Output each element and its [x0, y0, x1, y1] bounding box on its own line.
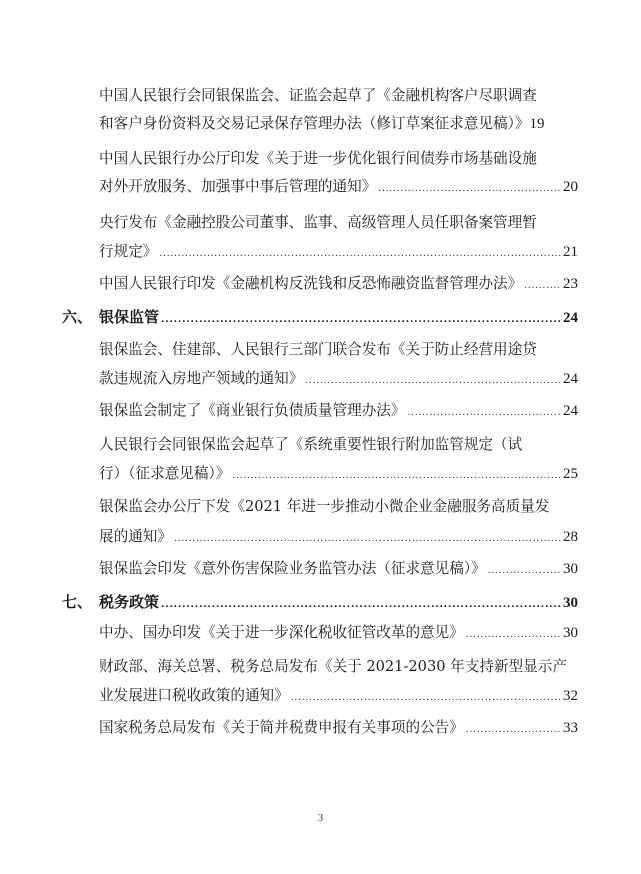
toc-entry-text: 展的通知》 — [99, 528, 172, 545]
toc-dot-leader — [488, 560, 561, 582]
section-number: 七、 — [62, 593, 93, 611]
toc-entry-text: 银保监会办公厅下发《2021 年进一步推动小微企业金融服务高质量发 — [99, 498, 550, 515]
toc-page-number: 19 — [529, 116, 545, 132]
toc-dot-leader — [161, 594, 561, 616]
section-title: 银保监管 — [99, 308, 160, 326]
toc-entry-text: 银保监会制定了《商业银行负债质量管理办法》 — [99, 402, 406, 419]
toc-entry-text: 中国人民银行印发《金融机构反洗钱和反恐怖融资监督管理办法》 — [99, 275, 523, 292]
toc-section-banking-insurance[interactable] — [62, 306, 578, 331]
toc-page-number: 32 — [563, 688, 578, 704]
toc-entry-text: 中国人民银行办公厅印发《关于进一步优化银行间债券市场基础设施 — [99, 150, 537, 167]
toc-page-number: 30 — [563, 595, 578, 611]
toc-entry-text: 国家税务总局发布《关于简并税费申报有关事项的公告》 — [99, 719, 464, 736]
toc-page-number: 21 — [563, 244, 578, 260]
toc-entry-text: 行）（征求意见稿）》 — [99, 465, 231, 482]
toc-entry-tax-collection-reform[interactable] — [99, 622, 578, 646]
toc-page-number: 24 — [563, 310, 578, 326]
toc-page-number: 33 — [563, 720, 578, 736]
toc-page-number: 28 — [563, 529, 578, 545]
toc-dot-leader — [232, 465, 561, 487]
toc-dot-leader — [407, 402, 561, 424]
toc-entry-text: 银保监会印发《意外伤害保险业务监管办法（征求意见稿）》 — [99, 560, 486, 577]
toc-entry-text: 款违规流入房地产领域的通知》 — [99, 370, 304, 387]
toc-entry-text: 行规定》 — [99, 243, 158, 260]
toc-page-number: 23 — [563, 276, 578, 292]
toc-section-tax-policy[interactable] — [62, 591, 578, 616]
page-number: 3 — [318, 813, 323, 824]
toc-entry-text: 人民银行会同银保监会起草了《系统重要性银行附加监管规定（试 — [99, 436, 523, 453]
toc-dot-leader — [378, 178, 561, 200]
toc-dot-leader — [466, 624, 561, 646]
toc-dot-leader — [305, 370, 561, 392]
toc-page-number: 20 — [563, 179, 578, 195]
toc-entry-text: 业发展进口税收政策的通知》 — [99, 687, 289, 704]
section-number: 六、 — [62, 308, 93, 326]
toc-dot-leader — [161, 309, 561, 331]
toc-dot-leader — [466, 719, 561, 741]
toc-entry-text: 和客户身份资料及交易记录保存管理办法（修订草案征求意见稿）》 — [99, 115, 530, 132]
toc-dot-leader — [524, 275, 561, 297]
toc-page-number: 30 — [563, 625, 578, 641]
toc-entry-text: 中国人民银行会同银保监会、证监会起草了《金融机构客户尽职调查 — [99, 87, 537, 104]
toc-dot-leader — [291, 687, 561, 709]
toc-entry-accident-insurance[interactable] — [99, 558, 578, 582]
toc-page-number: 24 — [563, 403, 578, 419]
toc-page-number: 25 — [563, 466, 578, 482]
toc-entry-tax-declaration-merge[interactable] — [99, 717, 578, 741]
toc-entry-text: 央行发布《金融控股公司董事、监事、高级管理人员任职备案管理暂 — [99, 214, 537, 231]
toc-entry-text: 财政部、海关总署、税务总局发布《关于 2021-2030 年支持新型显示产 — [99, 658, 567, 675]
toc-dot-leader — [159, 243, 561, 265]
toc-entry-liability-quality[interactable] — [99, 400, 578, 424]
toc-entry-aml-supervision[interactable] — [99, 273, 578, 297]
section-title: 税务政策 — [99, 593, 160, 611]
toc-dot-leader — [174, 528, 561, 550]
toc-entry-text: 对外开放服务、加强事中事后管理的通知》 — [99, 178, 377, 195]
toc-page-number: 24 — [563, 371, 578, 387]
toc-entry-text: 银保监会、住建部、人民银行三部门联合发布《关于防止经营用途贷 — [99, 341, 537, 358]
toc-page-number: 30 — [563, 561, 578, 577]
toc-entry-text: 中办、国办印发《关于进一步深化税收征管改革的意见》 — [99, 624, 464, 641]
